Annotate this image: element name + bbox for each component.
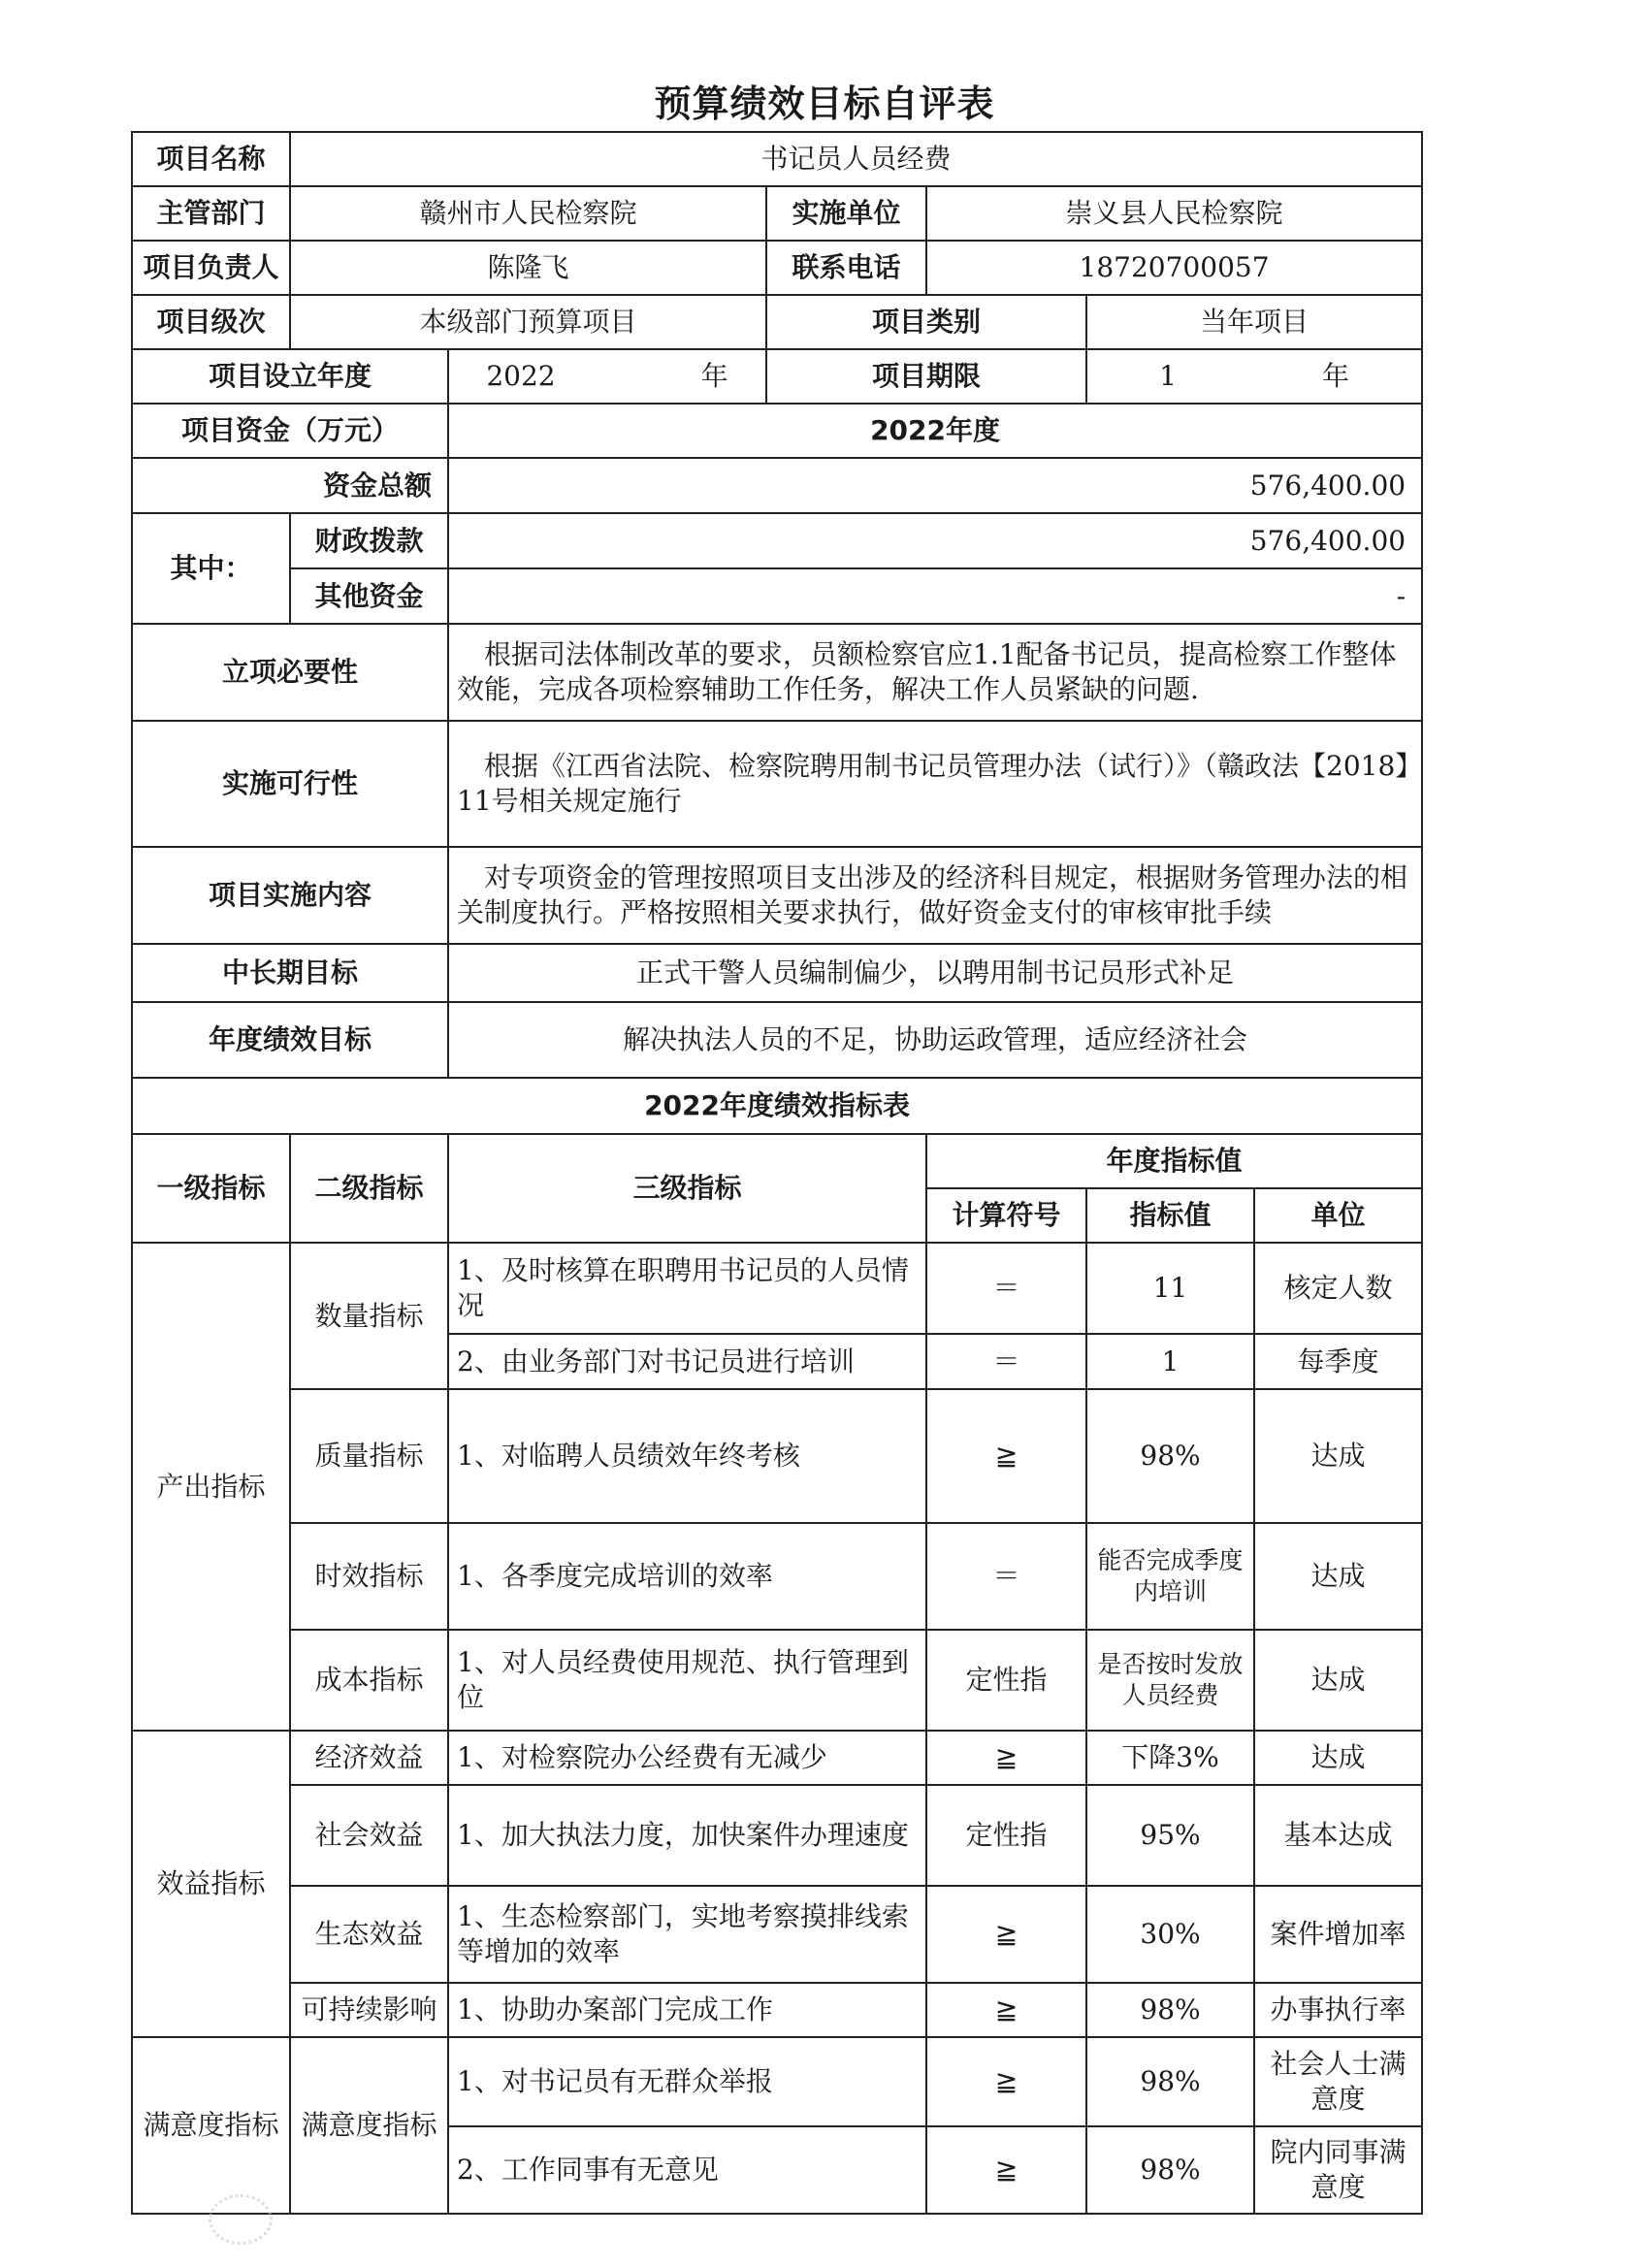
label-leader: 项目负责人 — [132, 241, 290, 295]
indicator-unit: 社会人士满意度 — [1254, 2037, 1422, 2126]
value-impl-unit: 崇义县人民检察院 — [926, 186, 1422, 241]
row-project-name — [132, 132, 1422, 186]
value-annual-goal: 解决执法人员的不足，协助运政管理，适应经济社会 — [448, 1002, 1422, 1078]
indicator-table-title: 2022年度绩效指标表 — [132, 1078, 1422, 1134]
indicator-desc: 1、加大执法力度，加快案件办理速度 — [448, 1785, 926, 1886]
indicator-desc: 1、对书记员有无群众举报 — [448, 2037, 926, 2126]
value-content: 对专项资金的管理按照项目支出涉及的经济科目规定，根据财务管理办法的相关制度执行。严格按照相关要求执行，做好资金支付的审核审批手续 — [448, 847, 1422, 944]
label-period: 项目期限 — [766, 349, 1086, 404]
indicator-desc: 2、工作同事有无意见 — [448, 2126, 926, 2214]
indicator-desc: 1、各季度完成培训的效率 — [448, 1523, 926, 1630]
value-dept: 赣州市人民检察院 — [290, 186, 766, 241]
value-other: - — [448, 568, 1422, 624]
table-row — [132, 1523, 1422, 1630]
table-row — [132, 1389, 1422, 1523]
indicator-symbol: ＝ — [926, 1523, 1086, 1630]
row-leader — [132, 241, 1422, 295]
indicator-symbol: ≧ — [926, 1389, 1086, 1523]
row-dept — [132, 186, 1422, 241]
label-setup-year: 项目设立年度 — [132, 349, 448, 404]
indicator-unit: 达成 — [1254, 1731, 1422, 1785]
table-row — [132, 1886, 1422, 1983]
indicator-value: 95% — [1086, 1785, 1254, 1886]
label-long-term: 中长期目标 — [132, 944, 448, 1002]
row-annual-goal — [132, 1002, 1422, 1078]
table-row — [132, 1983, 1422, 2037]
row-level — [132, 295, 1422, 349]
indicator-unit: 院内同事满意度 — [1254, 2126, 1422, 2214]
label-other: 其他资金 — [290, 568, 448, 624]
indicator-symbol: ＝ — [926, 1243, 1086, 1334]
row-content — [132, 847, 1422, 944]
value-level: 本级部门预算项目 — [290, 295, 766, 349]
value-setup-year — [448, 349, 766, 404]
value-phone: 18720700057 — [926, 241, 1422, 295]
subgroup-quality: 质量指标 — [290, 1389, 448, 1523]
label-project-name: 项目名称 — [132, 132, 290, 186]
indicator-value: 98% — [1086, 2126, 1254, 2214]
indicator-desc: 1、对人员经费使用规范、执行管理到位 — [448, 1630, 926, 1731]
indicator-value: 98% — [1086, 1983, 1254, 2037]
row-total — [132, 458, 1422, 513]
indicator-unit: 案件增加率 — [1254, 1886, 1422, 1983]
subgroup-cost: 成本指标 — [290, 1630, 448, 1731]
label-impl-unit: 实施单位 — [766, 186, 926, 241]
label-level: 项目级次 — [132, 295, 290, 349]
header-unit: 单位 — [1254, 1188, 1422, 1243]
row-long-term — [132, 944, 1422, 1002]
setup-year-number: 2022 — [486, 360, 556, 392]
subgroup-timeliness: 时效指标 — [290, 1523, 448, 1630]
indicator-symbol: ≧ — [926, 1886, 1086, 1983]
row-fiscal — [132, 513, 1422, 568]
value-necessity: 根据司法体制改革的要求，员额检察官应1.1配备书记员，提高检察工作整体效能，完成各项检察辅助工作任务，解决工作人员紧缺的问题. — [448, 624, 1422, 721]
label-among: 其中： — [132, 513, 290, 624]
table-row — [132, 2037, 1422, 2126]
indicator-unit: 每季度 — [1254, 1334, 1422, 1389]
row-necessity — [132, 624, 1422, 721]
subgroup-social: 社会效益 — [290, 1785, 448, 1886]
indicator-value: 是否按时发放人员经费 — [1086, 1630, 1254, 1731]
header-annual-value: 年度指标值 — [926, 1134, 1422, 1188]
label-category: 项目类别 — [766, 295, 1086, 349]
period-number: 1 — [1159, 360, 1177, 392]
group-benefit: 效益指标 — [132, 1731, 290, 2037]
indicator-desc: 1、对检察院办公经费有无减少 — [448, 1731, 926, 1785]
header-level1: 一级指标 — [132, 1134, 290, 1243]
indicator-symbol: ≧ — [926, 2126, 1086, 2214]
label-feasibility: 实施可行性 — [132, 721, 448, 847]
indicator-value: 下降3% — [1086, 1731, 1254, 1785]
indicator-unit: 基本达成 — [1254, 1785, 1422, 1886]
table-row — [132, 1785, 1422, 1886]
stamp-mark-icon — [209, 2194, 273, 2245]
indicator-unit: 达成 — [1254, 1389, 1422, 1523]
label-content: 项目实施内容 — [132, 847, 448, 944]
row-indicator-header-1 — [132, 1134, 1422, 1188]
indicator-value: 98% — [1086, 1389, 1254, 1523]
label-necessity: 立项必要性 — [132, 624, 448, 721]
value-period — [1086, 349, 1422, 404]
value-leader: 陈隆飞 — [290, 241, 766, 295]
row-other — [132, 568, 1422, 624]
indicator-value: 11 — [1086, 1243, 1254, 1334]
row-setup-year — [132, 349, 1422, 404]
row-indicator-title — [132, 1078, 1422, 1134]
period-unit: 年 — [1321, 360, 1349, 392]
page-title: 预算绩效目标自评表 — [654, 82, 995, 125]
header-level2: 二级指标 — [290, 1134, 448, 1243]
indicator-symbol: ≧ — [926, 2037, 1086, 2126]
indicator-desc: 1、对临聘人员绩效年终考核 — [448, 1389, 926, 1523]
label-annual-goal: 年度绩效目标 — [132, 1002, 448, 1078]
indicator-desc: 2、由业务部门对书记员进行培训 — [448, 1334, 926, 1389]
label-phone: 联系电话 — [766, 241, 926, 295]
indicator-symbol: ＝ — [926, 1334, 1086, 1389]
self-evaluation-table — [131, 131, 1423, 2215]
indicator-value: 能否完成季度内培训 — [1086, 1523, 1254, 1630]
indicator-desc: 1、协助办案部门完成工作 — [448, 1983, 926, 2037]
value-category: 当年项目 — [1086, 295, 1422, 349]
subgroup-quantity: 数量指标 — [290, 1243, 448, 1389]
indicator-unit: 核定人数 — [1254, 1243, 1422, 1334]
value-fiscal: 576,400.00 — [448, 513, 1422, 568]
subgroup-sustainable: 可持续影响 — [290, 1983, 448, 2037]
indicator-unit: 达成 — [1254, 1523, 1422, 1630]
subgroup-ecological: 生态效益 — [290, 1886, 448, 1983]
indicator-desc: 1、生态检察部门，实地考察摸排线索等增加的效率 — [448, 1886, 926, 1983]
indicator-symbol: 定性指 — [926, 1630, 1086, 1731]
subgroup-satisfaction: 满意度指标 — [290, 2037, 448, 2214]
table-row — [132, 1630, 1422, 1731]
indicator-symbol: 定性指 — [926, 1785, 1086, 1886]
label-total: 资金总额 — [132, 458, 448, 513]
label-dept: 主管部门 — [132, 186, 290, 241]
indicator-symbol: ≧ — [926, 1731, 1086, 1785]
subgroup-economic: 经济效益 — [290, 1731, 448, 1785]
indicator-value: 98% — [1086, 2037, 1254, 2126]
value-long-term: 正式干警人员编制偏少，以聘用制书记员形式补足 — [448, 944, 1422, 1002]
value-feasibility: 根据《江西省法院、检察院聘用制书记员管理办法（试行）》（赣政法【2018】11号相关规定施行 — [448, 721, 1422, 847]
value-total: 576,400.00 — [448, 458, 1422, 513]
indicator-value: 1 — [1086, 1334, 1254, 1389]
header-value: 指标值 — [1086, 1188, 1254, 1243]
setup-year-unit: 年 — [700, 360, 728, 392]
table-row — [132, 1731, 1422, 1785]
header-level3: 三级指标 — [448, 1134, 926, 1243]
group-satisfaction: 满意度指标 — [132, 2037, 290, 2214]
indicator-desc: 1、及时核算在职聘用书记员的人员情况 — [448, 1243, 926, 1334]
value-funds-year: 2022年度 — [448, 404, 1422, 458]
label-funds: 项目资金（万元） — [132, 404, 448, 458]
indicator-value: 30% — [1086, 1886, 1254, 1983]
value-project-name: 书记员人员经费 — [290, 132, 1422, 186]
indicator-symbol: ≧ — [926, 1983, 1086, 2037]
header-symbol: 计算符号 — [926, 1188, 1086, 1243]
row-feasibility — [132, 721, 1422, 847]
label-fiscal: 财政拨款 — [290, 513, 448, 568]
group-output: 产出指标 — [132, 1243, 290, 1731]
table-row — [132, 1243, 1422, 1334]
row-funds — [132, 404, 1422, 458]
indicator-unit: 达成 — [1254, 1630, 1422, 1731]
indicator-unit: 办事执行率 — [1254, 1983, 1422, 2037]
